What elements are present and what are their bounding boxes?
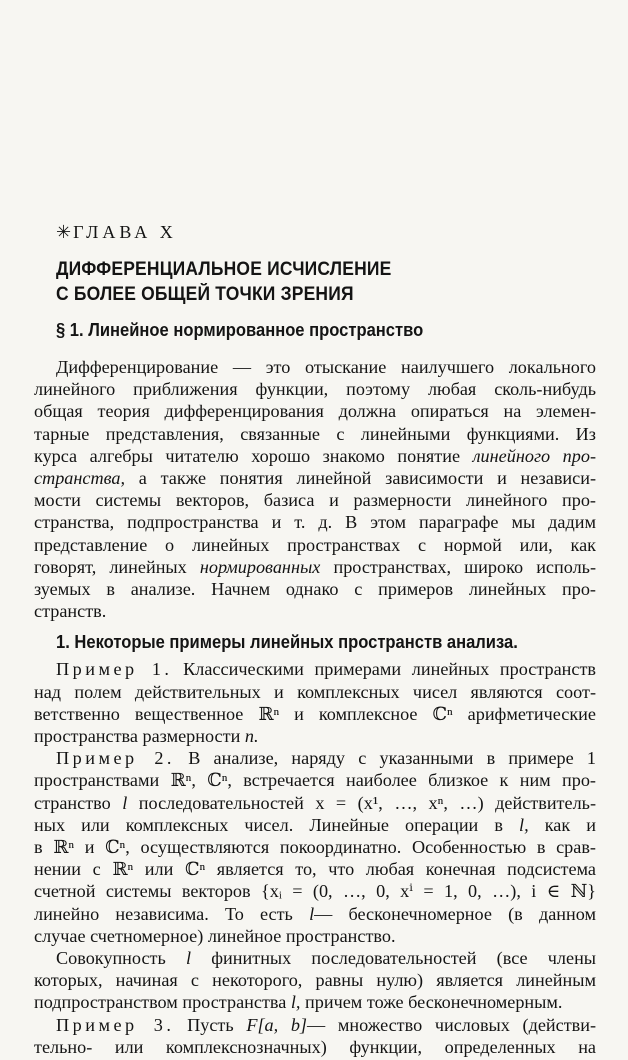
example-2-line: Пример 2. В анализе, наряду с указанными в примере 1	[56, 748, 597, 769]
paragraph-line: странств.	[34, 601, 107, 622]
example-2-line: странство l последовательностей x = (x¹, …, xⁿ, …) действитель-	[34, 792, 596, 813]
chapter-label: ГЛАВА X	[73, 222, 177, 242]
example-2-line: линейно независима. То есть l— бесконечномерное (в данном	[34, 903, 596, 924]
example-1-line: над полем действительных и комплексных чисел являются соот-	[34, 681, 596, 702]
chapter-title-line-1: ДИФФЕРЕНЦИАЛЬНОЕ ИСЧИСЛЕНИЕ	[56, 259, 392, 280]
paragraph-line: курса алгебры читателю хорошо знакомо понятие линейного про-	[34, 445, 597, 466]
paragraph-line: мости системы векторов, базиса и размерности линейного про-	[34, 490, 596, 511]
paragraph-line: тарные представления, связанные с линейными функциями. Из	[34, 423, 596, 444]
example-2-line: случае счетномерное) линейное пространство.	[34, 925, 396, 946]
example-3-line: Пример 3. Пусть F[a, b]— множество числовых (действи-	[56, 1014, 597, 1035]
finite-line: подпространством пространства l, причем тоже бесконечномерным.	[34, 992, 563, 1013]
paragraph-line: говорят, линейных нормированных пространствах, широко исполь-	[34, 556, 597, 577]
example-1-line: ветственно вещественное ℝⁿ и комплексное ℂⁿ арифметические	[34, 703, 596, 724]
example-2-line: в ℝⁿ и ℂⁿ, осуществляются покоординатно. Особенностью в срав-	[34, 837, 596, 857]
example-2-line: счетной системы векторов {xᵢ = (0, …, 0, xⁱ = 1, 0, …), i ∈ ℕ}	[34, 881, 596, 902]
section-heading: § 1. Линейное нормированное пространство	[56, 320, 424, 340]
example-label: Пример 1.	[56, 659, 173, 680]
example-1-line: пространства размерности n.	[34, 726, 259, 746]
finite-line: Совокупность l финитных последовательностей (все члены	[56, 948, 597, 968]
example-label: Пример 2.	[56, 748, 175, 769]
example-1-line: Пример 1. Классическими примерами линейных пространств	[56, 659, 596, 680]
example-2-line: ных или комплексных чисел. Линейные операции в l, как и	[34, 814, 597, 835]
chapter-title-line-2: С БОЛЕЕ ОБЩЕЙ ТОЧКИ ЗРЕНИЯ	[56, 284, 354, 305]
paragraph-line: странства, а также понятия линейной зависимости и независи-	[34, 468, 596, 488]
paragraph-line: странства, подпространства и т. д. В этом параграфе мы дадим	[34, 512, 596, 533]
example-2-line: пространствами ℝⁿ, ℂⁿ, встречается наиболее близкое к ним про-	[34, 770, 596, 791]
example-label: Пример 3.	[56, 1014, 175, 1035]
subsection-heading: 1. Некоторые примеры линейных пространств анализа.	[56, 632, 518, 653]
example-2-line: нении с ℝⁿ или ℂⁿ является то, что любая конечная подсистема	[34, 859, 596, 880]
asterisk-icon: ✳	[56, 222, 72, 242]
finite-line: которых, начиная с некоторого, равны нулю) является линейным	[34, 970, 596, 991]
paragraph-line: зуемых в анализе. Начнем однако с примеров линейных про-	[34, 579, 596, 599]
paragraph-line: Дифференцирование — это отыскание наилучшего локального	[56, 357, 596, 377]
example-3-line: тельно- или комплекснозначных) функции, определенных на	[34, 1036, 596, 1057]
paragraph-line: общая теория дифференцирования должна опираться на элемен-	[34, 401, 596, 422]
paragraph-line: линейного приближения функции, поэтому любая сколь-нибудь	[34, 379, 596, 400]
chapter-heading	[56, 222, 177, 243]
paragraph-line: представление о линейных пространствах с нормой или, как	[34, 534, 596, 555]
